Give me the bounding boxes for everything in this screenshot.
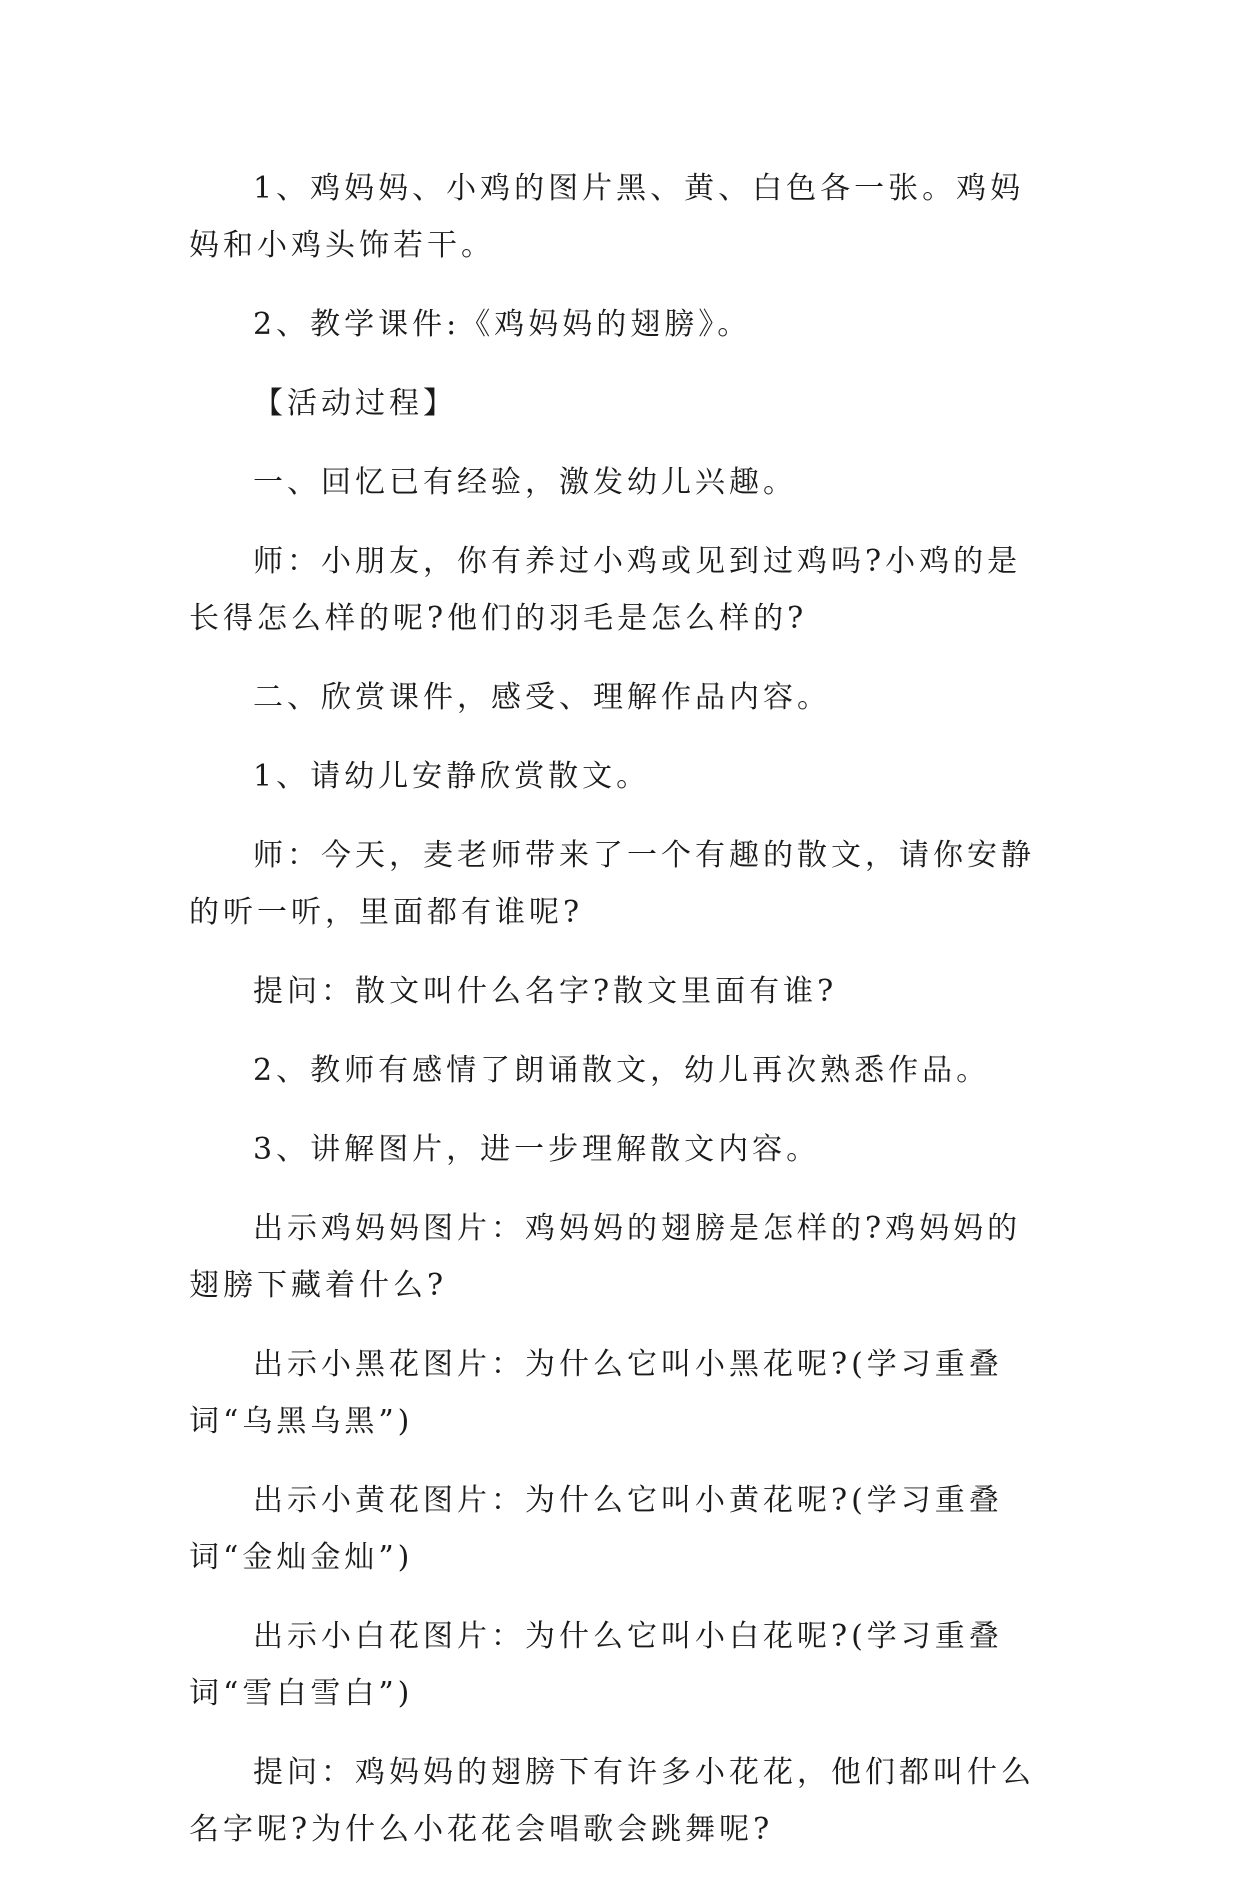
paragraph-materials-1: 1、鸡妈妈、小鸡的图片黑、黄、白色各一张。鸡妈妈和小鸡头饰若干。 [189,171,1025,263]
paragraph-step-two-heading: 二、欣赏课件，感受、理解作品内容。 [253,680,831,715]
paragraph-materials-2: 2、教学课件:《鸡妈妈的翅膀》。 [253,307,752,342]
paragraph-step-two-3: 3、讲解图片，进一步理解散文内容。 [253,1132,821,1167]
section-heading-activity-process: 【活动过程】 [253,386,457,421]
paragraph-question-2: 提问：鸡妈妈的翅膀下有许多小花花，他们都叫什么名字呢?为什么小花花会唱歌会跳舞呢? [189,1755,1035,1847]
paragraph-mother-hen-picture: 出示鸡妈妈图片：鸡妈妈的翅膀是怎样的?鸡妈妈的翅膀下藏着什么? [189,1211,1022,1303]
paragraph-step-two-1: 1、请幼儿安静欣赏散文。 [253,759,651,794]
document-body [189,160,1051,1880]
paragraph-teacher-question-1: 师：小朋友，你有养过小鸡或见到过鸡吗?小鸡的是长得怎么样的呢?他们的羽毛是怎么样的? [189,544,1022,636]
paragraph-teacher-intro: 师：今天，麦老师带来了一个有趣的散文，请你安静的听一听，里面都有谁呢? [189,838,1035,930]
paragraph-yellow-flower-picture: 出示小黄花图片：为什么它叫小黄花呢?(学习重叠词“金灿金灿”) [189,1483,1003,1575]
paragraph-white-flower-picture: 出示小白花图片：为什么它叫小白花呢?(学习重叠词“雪白雪白”) [189,1619,1003,1711]
paragraph-question-1: 提问：散文叫什么名字?散文里面有谁? [253,974,838,1009]
paragraph-step-two-2: 2、教师有感情了朗诵散文，幼儿再次熟悉作品。 [253,1053,991,1088]
paragraph-step-one-heading: 一、回忆已有经验，激发幼儿兴趣。 [253,465,797,500]
paragraph-black-flower-picture: 出示小黑花图片：为什么它叫小黑花呢?(学习重叠词“乌黑乌黑”) [189,1347,1003,1439]
